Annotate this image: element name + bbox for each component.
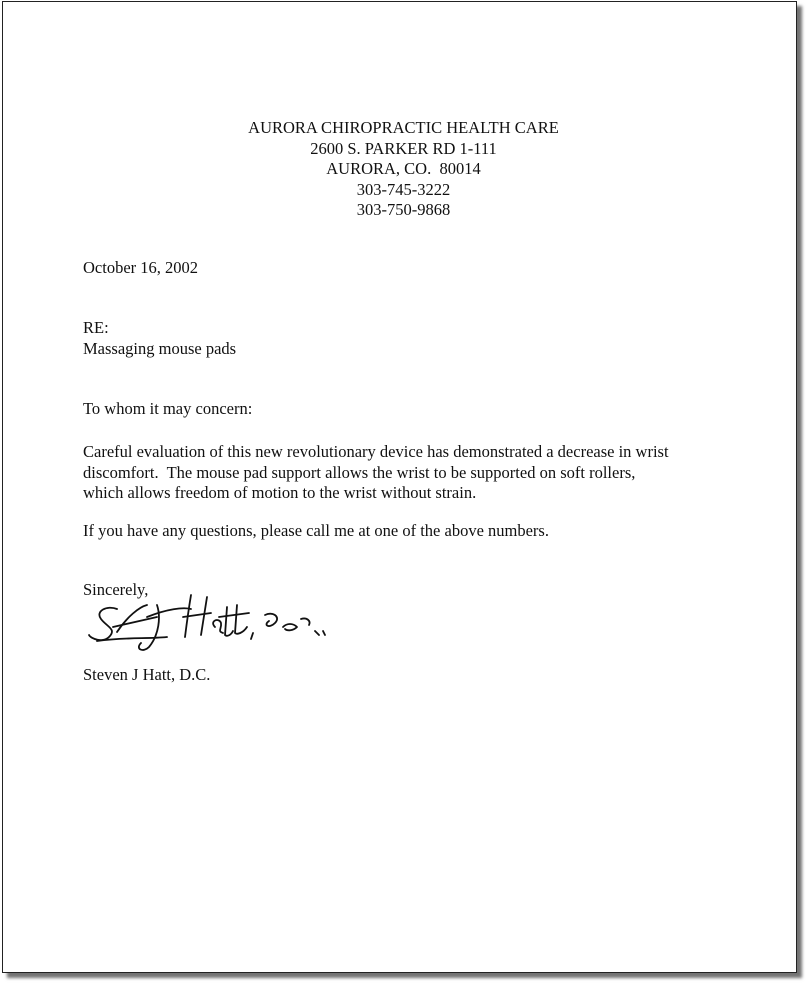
paragraph-line: discomfort. The mouse pad support allows the wrist to be supported on soft rollers, [83, 462, 636, 482]
re-label: RE: [83, 318, 109, 337]
letter-page [2, 1, 797, 973]
paragraph-line: Careful evaluation of this new revolutionary device has demonstrated a decrease in wrist [83, 442, 669, 461]
closing: Sincerely, [83, 580, 149, 599]
re-block [83, 318, 723, 359]
body-paragraph-2: If you have any questions, please call me at one of the above numbers. [83, 521, 549, 540]
practice-name: AURORA CHIROPRACTIC HEALTH CARE [248, 118, 559, 137]
phone-number-2: 303-750-9868 [356, 200, 451, 219]
handwritten-signature [87, 587, 337, 662]
phone-number-1: 303-745-3222 [356, 179, 451, 199]
street-address: 2600 S. PARKER RD 1-111 [310, 138, 497, 158]
letterhead [3, 118, 796, 221]
city-state-zip: AURORA, CO. 80014 [326, 159, 481, 178]
paragraph-line: which allows freedom of motion to the wrist without strain. [83, 483, 477, 502]
re-subject: Massaging mouse pads [83, 338, 237, 358]
body-paragraph-1 [83, 442, 723, 504]
salutation: To whom it may concern: [83, 399, 253, 418]
letter-date: October 16, 2002 [83, 258, 199, 277]
signatory-name: Steven J Hatt, D.C. [83, 665, 211, 684]
